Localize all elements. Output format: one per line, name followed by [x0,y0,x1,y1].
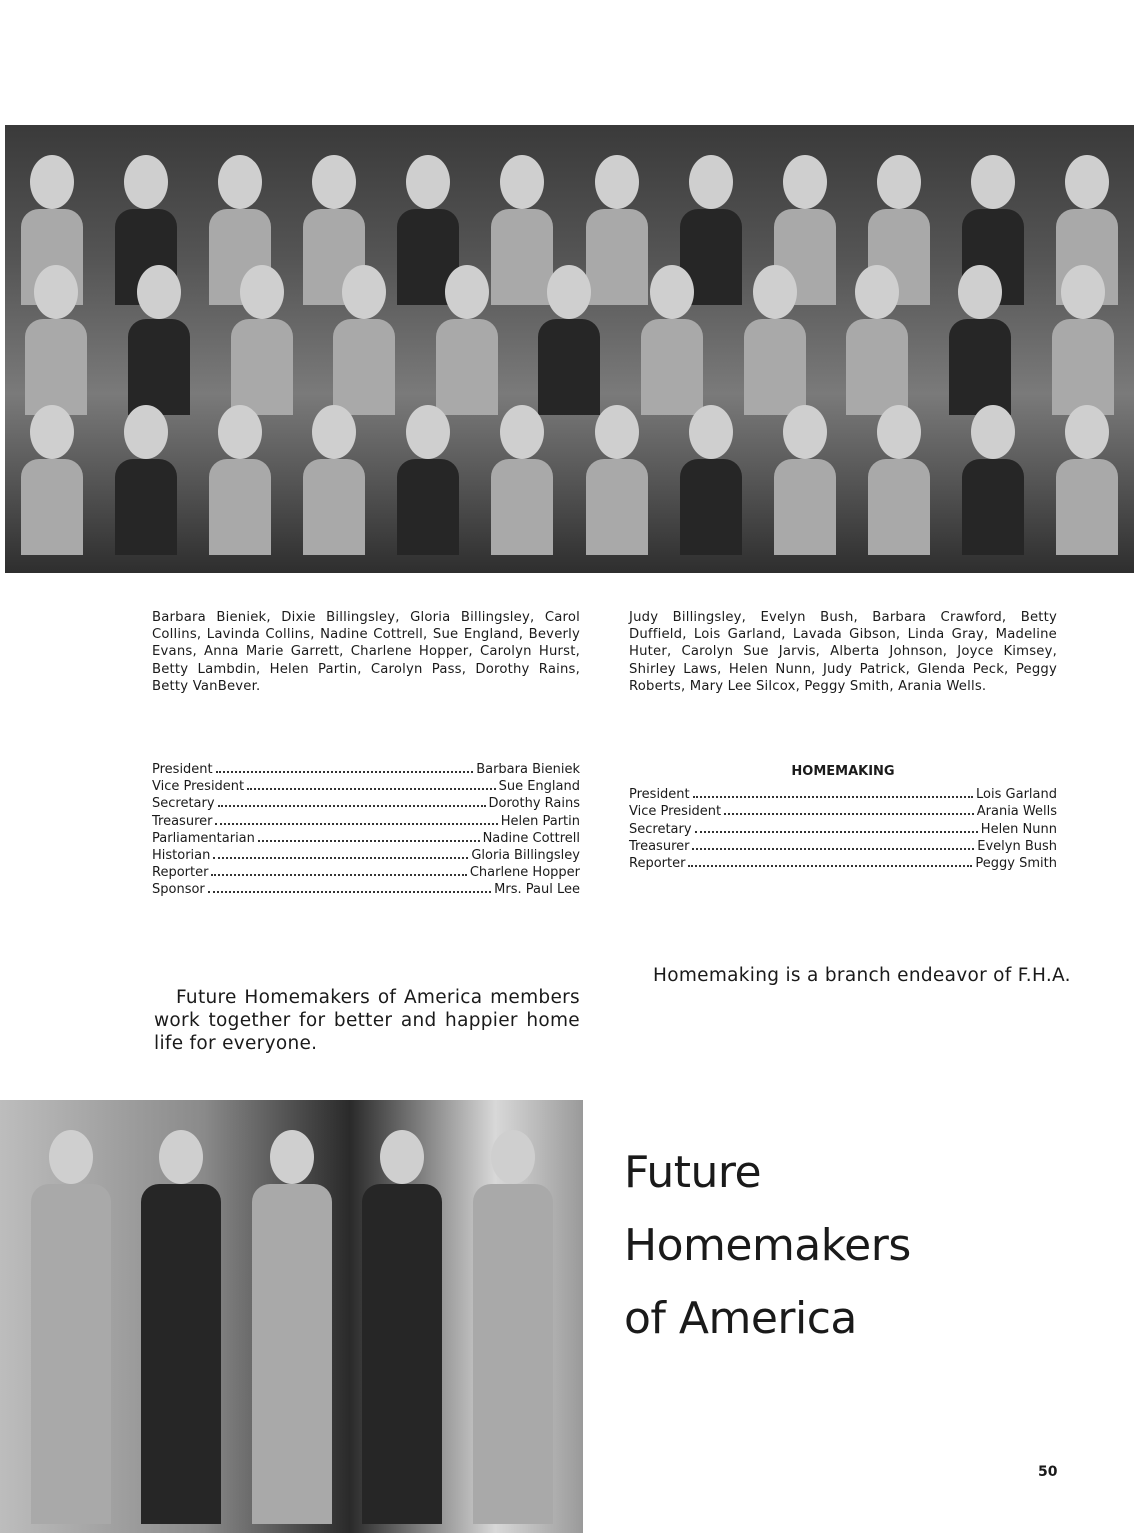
person-figure [436,265,498,415]
title-line: of America [624,1293,857,1344]
photo-row-front [5,405,1134,555]
person-figure [473,1130,553,1530]
fha-officers-list [152,761,580,899]
officer-name: Lois Garland [976,787,1057,803]
dot-leader [688,865,972,867]
officer-row [152,864,580,881]
person-figure [868,405,930,555]
photo-row-officers [0,1130,583,1530]
officer-name: Sue England [498,779,580,795]
person-figure [846,265,908,415]
person-figure [397,405,459,555]
officer-role: President [152,762,213,777]
officer-name: Nadine Cottrell [482,830,580,846]
dot-leader [724,813,974,815]
officer-role: Vice President [152,779,245,795]
person-figure [744,265,806,415]
title-line: Future [624,1147,762,1198]
person-figure [141,1130,221,1530]
officer-role: Treasurer [629,838,690,854]
dot-leader [208,891,491,893]
officer-name: Helen Nunn [980,821,1057,837]
homemaking-heading: HOMEMAKING [791,764,895,779]
person-figure [538,265,600,415]
left-member-list: Barbara Bieniek, Dixie Billingsley, Gloria Billingsley, Carol Collins, Lavinda Collins, Nadine Cottrell, Sue England, Beverly Evans, Anna Marie Garrett, Charlene Hopper, Carolyn Hurst, Betty Lambdin, Helen Partin, Carolyn Pass, Dorothy Rains, Betty VanBever. [152,610,580,694]
officer-role: Reporter [152,865,209,881]
page-number: 50 [1038,1464,1058,1480]
dot-leader [215,823,497,825]
officer-role: Vice President [629,804,722,820]
officer-role: Treasurer [152,813,213,829]
person-figure [21,405,83,555]
dot-leader [692,848,974,850]
officer-role: Reporter [629,856,686,872]
officer-name: Gloria Billingsley [471,848,580,864]
person-figure [333,265,395,415]
officer-row [152,761,580,778]
photo-row-middle [5,265,1134,415]
officer-name: Helen Partin [500,813,580,829]
person-figure [949,265,1011,415]
officer-row [629,838,1057,855]
person-figure [303,405,365,555]
group-photo [5,125,1134,573]
dot-leader [218,805,486,807]
dot-leader [247,788,495,790]
fha-caption: Future Homemakers of America members work together for better and happier home life for everyone. [154,987,580,1054]
person-figure [962,405,1024,555]
person-figure [586,405,648,555]
officer-role: Secretary [152,796,215,812]
dot-leader [695,831,978,833]
person-figure [1056,405,1118,555]
dot-leader [693,796,973,798]
officer-name: Evelyn Bush [977,838,1057,854]
dot-leader [213,857,468,859]
officer-role: Secretary [629,821,692,837]
homemaking-caption: Homemaking is a branch endeavor of F.H.A. [653,965,1071,986]
dot-leader [216,771,474,773]
person-figure [25,265,87,415]
person-figure [680,405,742,555]
officers-photo [0,1100,583,1533]
officer-row [629,786,1057,803]
page-title [624,1136,911,1355]
officer-row [152,795,580,812]
person-figure [641,265,703,415]
officer-name: Barbara Bieniek [476,762,580,777]
officer-name: Mrs. Paul Lee [494,882,580,898]
officer-row [629,803,1057,820]
person-figure [231,265,293,415]
dot-leader [258,840,480,842]
officer-role: Sponsor [152,882,205,898]
officer-name: Arania Wells [976,804,1057,820]
officer-role: Parliamentarian [152,830,255,846]
officer-name: Peggy Smith [975,856,1057,872]
person-figure [128,265,190,415]
officer-role: President [629,787,690,803]
person-figure [362,1130,442,1530]
officer-row [152,847,580,864]
officer-name: Dorothy Rains [488,796,580,812]
dot-leader [211,874,466,876]
person-figure [115,405,177,555]
homemaking-officers [629,763,1057,872]
officer-row [629,855,1057,872]
officer-row [152,813,580,830]
officer-row [152,881,580,898]
officer-row [152,778,580,795]
person-figure [774,405,836,555]
person-figure [491,405,553,555]
officer-row [152,830,580,847]
right-member-list: Judy Billingsley, Evelyn Bush, Barbara Crawford, Betty Duffield, Lois Garland, Lavada Gibson, Linda Gray, Madeline Huter, Carolyn Sue Jarvis, Alberta Johnson, Joyce Kimsey, Shirley Laws, Helen Nunn, Judy Patrick, Glenda Peck, Peggy Roberts, Mary Lee Silcox, Peggy Smith, Arania Wells. [629,610,1057,694]
officer-row [629,821,1057,838]
person-figure [1052,265,1114,415]
person-figure [209,405,271,555]
person-figure [252,1130,332,1530]
person-figure [31,1130,111,1530]
officer-name: Charlene Hopper [469,865,580,881]
title-line: Homemakers [624,1220,911,1271]
officer-role: Historian [152,848,211,864]
